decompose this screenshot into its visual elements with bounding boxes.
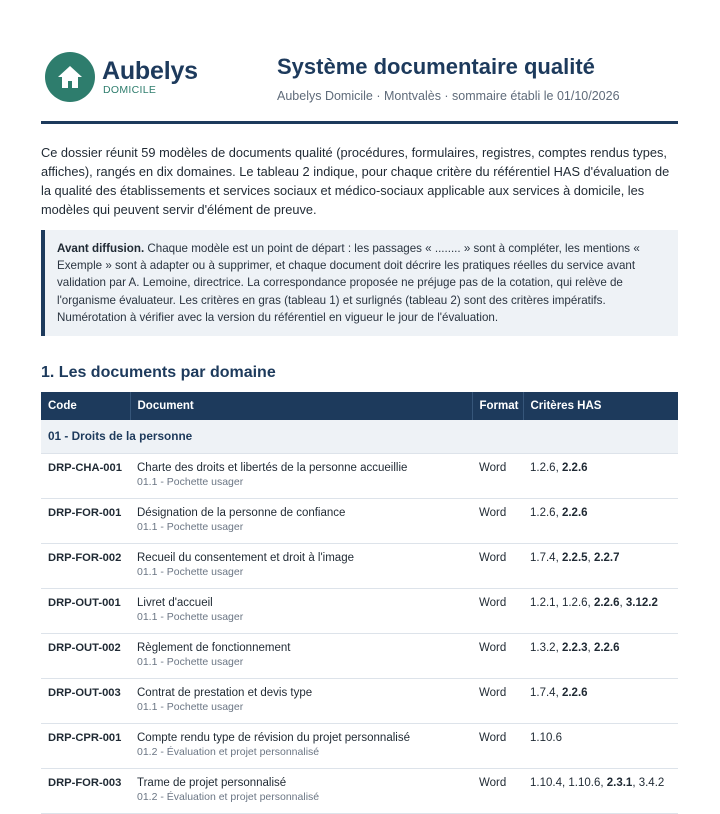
criteria-cell — [523, 724, 678, 769]
notice-lead: Avant diffusion. — [57, 242, 145, 255]
brand-name: Aubelys — [102, 57, 198, 85]
document-code: DRP-OUT-002 — [41, 634, 130, 679]
intro-paragraph: Ce dossier réunit 59 modèles de documents qualité (procédures, formulaires, registres, comptes rendus types, affiches), rangés en dix domaines. Le tableau 2 indique, pour chaque critère du référentiel HAS d'évaluation de la qualité des établissements et services sociaux et médico-sociaux applicable aux services à domicile, les modèles qui peuvent servir d'élément de preuve. — [41, 145, 670, 217]
document-cell — [130, 679, 472, 724]
document-cell — [130, 499, 472, 544]
group-row — [41, 420, 678, 454]
criterion: 1.10.6 — [568, 777, 601, 789]
column-header-code: Code — [41, 392, 130, 420]
column-header-criteria: Critères HAS — [523, 392, 678, 420]
criteria-cell: 1.2.1, 1.2.6, 2.2.6, 3.12.2 — [523, 589, 678, 634]
document-cell — [130, 724, 472, 769]
document-cell — [130, 589, 472, 634]
criteria-cell: 1.10.4, 1.10.6, 2.3.1, 3.4.2 — [523, 769, 678, 814]
criterion-imperative: 2.2.6 — [561, 687, 588, 699]
document-name: Livret d'accueil — [137, 597, 213, 609]
document-category: 01.1 - Pochette usager — [137, 611, 244, 623]
table-row — [41, 589, 678, 634]
document-name: Trame de projet personnalisé — [137, 777, 287, 789]
document-header — [41, 0, 678, 124]
document-code: DRP-FOR-003 — [41, 769, 130, 814]
document-category: 01.2 - Évaluation et projet personnalisé — [137, 746, 320, 758]
document-format: Word — [472, 634, 523, 679]
document-category: 01.1 - Pochette usager — [137, 476, 244, 488]
document-format: Word — [472, 589, 523, 634]
document-category: 01.1 - Pochette usager — [137, 566, 244, 578]
documents-table — [41, 392, 678, 814]
criterion-imperative: 2.2.6 — [593, 597, 620, 609]
document-cell — [130, 544, 472, 589]
criterion-imperative: 3.12.2 — [625, 597, 658, 609]
table-row — [41, 679, 678, 724]
criteria-cell: 1.7.4, 2.2.5, 2.2.7 — [523, 544, 678, 589]
document-name: Compte rendu type de révision du projet personnalisé — [137, 732, 410, 744]
criterion: 1.2.6 — [530, 462, 556, 474]
document-code: DRP-OUT-003 — [41, 679, 130, 724]
document-format: Word — [472, 544, 523, 589]
document-code: DRP-CHA-001 — [41, 454, 130, 499]
table-row — [41, 499, 678, 544]
document-category: 01.1 - Pochette usager — [137, 521, 244, 533]
document-name: Contrat de prestation et devis type — [137, 687, 313, 699]
criterion-imperative: 2.2.3 — [561, 642, 588, 654]
document-code: DRP-CPR-001 — [41, 724, 130, 769]
document-code: DRP-OUT-001 — [41, 589, 130, 634]
criterion: 1.7.4 — [530, 687, 556, 699]
brand-tagline: DOMICILE — [103, 84, 157, 96]
table-row — [41, 724, 678, 769]
criterion: 3.4.2 — [638, 777, 665, 789]
document-format: Word — [472, 454, 523, 499]
criterion-imperative: 2.2.7 — [593, 552, 620, 564]
criteria-cell: 1.2.6, 2.2.6 — [523, 454, 678, 499]
criteria-cell: 1.7.4, 2.2.6 — [523, 679, 678, 724]
table-row — [41, 454, 678, 499]
criterion-imperative: 2.3.1 — [606, 777, 633, 789]
page-subtitle: Aubelys Domicile · Montvalès · sommaire établi le 01/10/2026 — [277, 89, 620, 103]
criterion: 1.7.4 — [530, 552, 556, 564]
document-code: DRP-FOR-001 — [41, 499, 130, 544]
criterion-imperative: 2.2.6 — [561, 507, 588, 519]
document-format: Word — [472, 499, 523, 544]
table-header-row — [41, 392, 678, 420]
notice-box — [41, 230, 678, 336]
document-cell — [130, 454, 472, 499]
criterion: 1.2.6 — [561, 597, 588, 609]
table-row — [41, 634, 678, 679]
logo-mark — [45, 52, 95, 102]
criterion: 1.3.2 — [530, 642, 556, 654]
column-header-document: Document — [130, 392, 472, 420]
document-category: 01.2 - Évaluation et projet personnalisé — [137, 791, 320, 803]
document-name: Règlement de fonctionnement — [137, 642, 291, 654]
table-row — [41, 544, 678, 589]
criterion-imperative: 2.2.6 — [561, 462, 588, 474]
criterion-imperative: 2.2.5 — [561, 552, 588, 564]
document-cell — [130, 769, 472, 814]
section-title: 1. Les documents par domaine — [41, 364, 276, 381]
criterion: 1.10.4 — [530, 777, 562, 789]
document-format: Word — [472, 679, 523, 724]
document-format: Word — [472, 724, 523, 769]
column-header-format: Format — [472, 392, 523, 420]
criterion: 1.10.6 — [530, 732, 562, 744]
document-code: DRP-FOR-002 — [41, 544, 130, 589]
document-category: 01.1 - Pochette usager — [137, 701, 244, 713]
criterion: 1.2.6 — [530, 507, 556, 519]
document-cell — [130, 634, 472, 679]
document-format: Word — [472, 769, 523, 814]
document-name: Désignation de la personne de confiance — [137, 507, 346, 519]
criterion: 1.2.1 — [530, 597, 556, 609]
document-name: Recueil du consentement et droit à l'image — [137, 552, 354, 564]
table-row — [41, 769, 678, 814]
page-title: Système documentaire qualité — [277, 54, 595, 79]
notice-text: Chaque modèle est un point de départ : les passages « ........ » sont à compléter, les mentions « Exemple » sont à adapter ou à supprimer, et chaque document doit décrire les pratiques réelles du service avant validation par A. Lemoine, directrice. La correspondance proposée ne préjuge pas de la cotation, qui relève de l'organisme évaluateur. Les critères en gras (tableau 1) et surlignés (tableau 2) sont des critères impératifs. Numérotation à vérifier avec la version du référentiel en vigueur le jour de l'évaluation. — [57, 242, 640, 324]
criteria-cell: 1.3.2, 2.2.3, 2.2.6 — [523, 634, 678, 679]
house-icon — [57, 64, 83, 90]
document-name: Charte des droits et libertés de la personne accueillie — [137, 462, 408, 474]
document-category: 01.1 - Pochette usager — [137, 656, 244, 668]
criterion-imperative: 2.2.6 — [593, 642, 620, 654]
group-label: 01 - Droits de la personne — [41, 420, 678, 454]
criteria-cell: 1.2.6, 2.2.6 — [523, 499, 678, 544]
